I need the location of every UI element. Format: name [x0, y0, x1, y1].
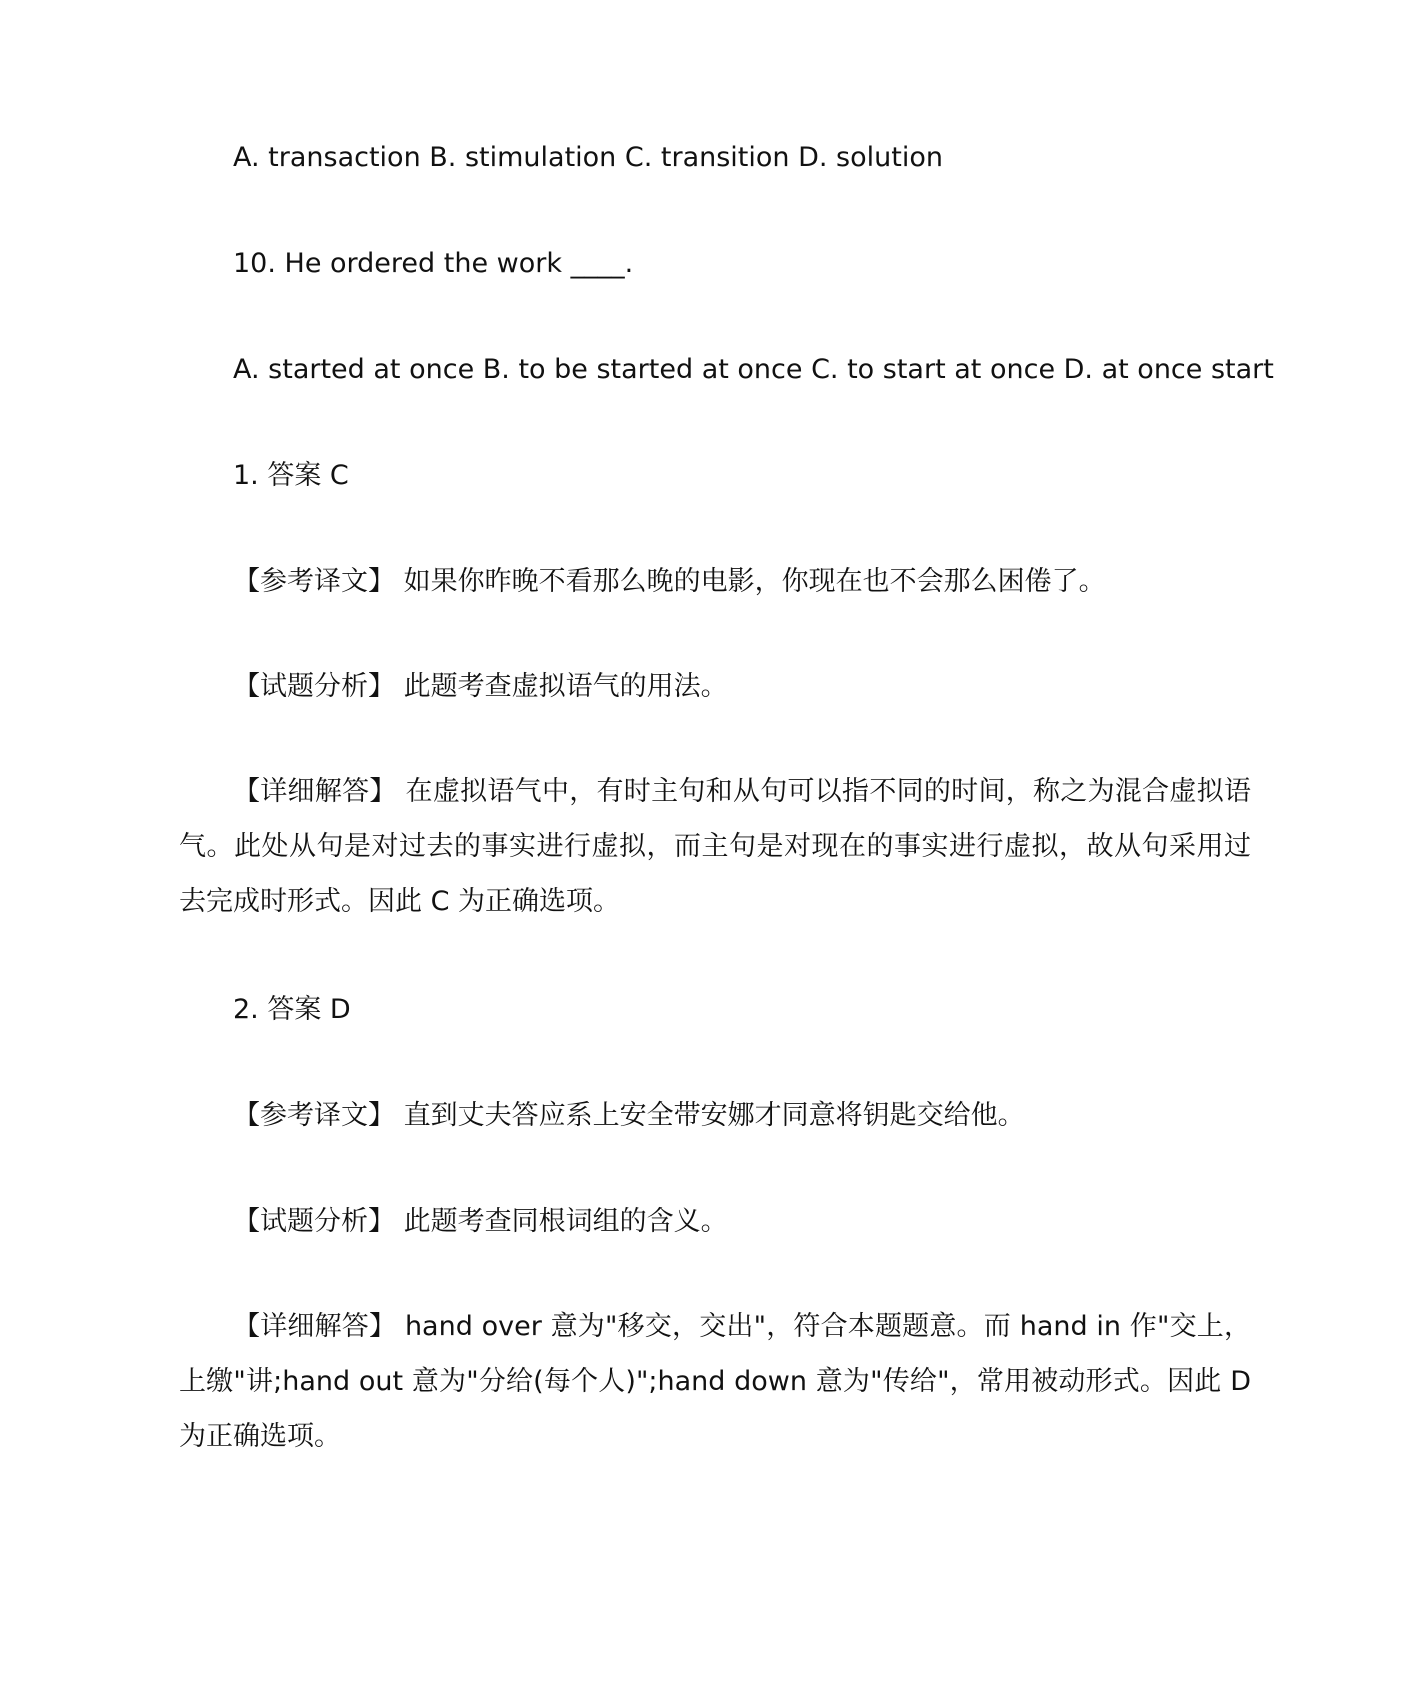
q10-options: A. started at once B. to be started at once C. to start at once D. at once start: [233, 354, 1274, 385]
answer-2-explanation: 【详细解答】 hand over 意为"移交，交出"，符合本题题意。而 hand in 作"交上，上缴"讲;hand out 意为"分给(每个人)";hand down 意为"传给"，常用被动形式。因此 D 为正确选项。: [179, 1311, 1251, 1452]
answer-2-translation: 【参考译文】 直到丈夫答应系上安全带安娜才同意将钥匙交给他。: [233, 1100, 1025, 1131]
q9-options: A. transaction B. stimulation C. transition D. solution: [233, 142, 943, 173]
answer-2-heading: 2. 答案 D: [233, 994, 351, 1025]
answer-1-translation: 【参考译文】 如果你昨晚不看那么晚的电影，你现在也不会那么困倦了。: [233, 566, 1106, 597]
answer-1-analysis: 【试题分析】 此题考查虚拟语气的用法。: [233, 671, 728, 702]
answer-2-analysis: 【试题分析】 此题考查同根词组的含义。: [233, 1206, 728, 1237]
answer-1-heading: 1. 答案 C: [233, 460, 349, 491]
q10-stem: 10. He ordered the work ____.: [233, 248, 634, 279]
answer-1-explanation: 【详细解答】 在虚拟语气中，有时主句和从句可以指不同的时间，称之为混合虚拟语气。此处从句是对过去的事实进行虚拟，而主句是对现在的事实进行虚拟，故从句采用过去完成时形式。因此 C 为正确选项。: [179, 776, 1251, 917]
